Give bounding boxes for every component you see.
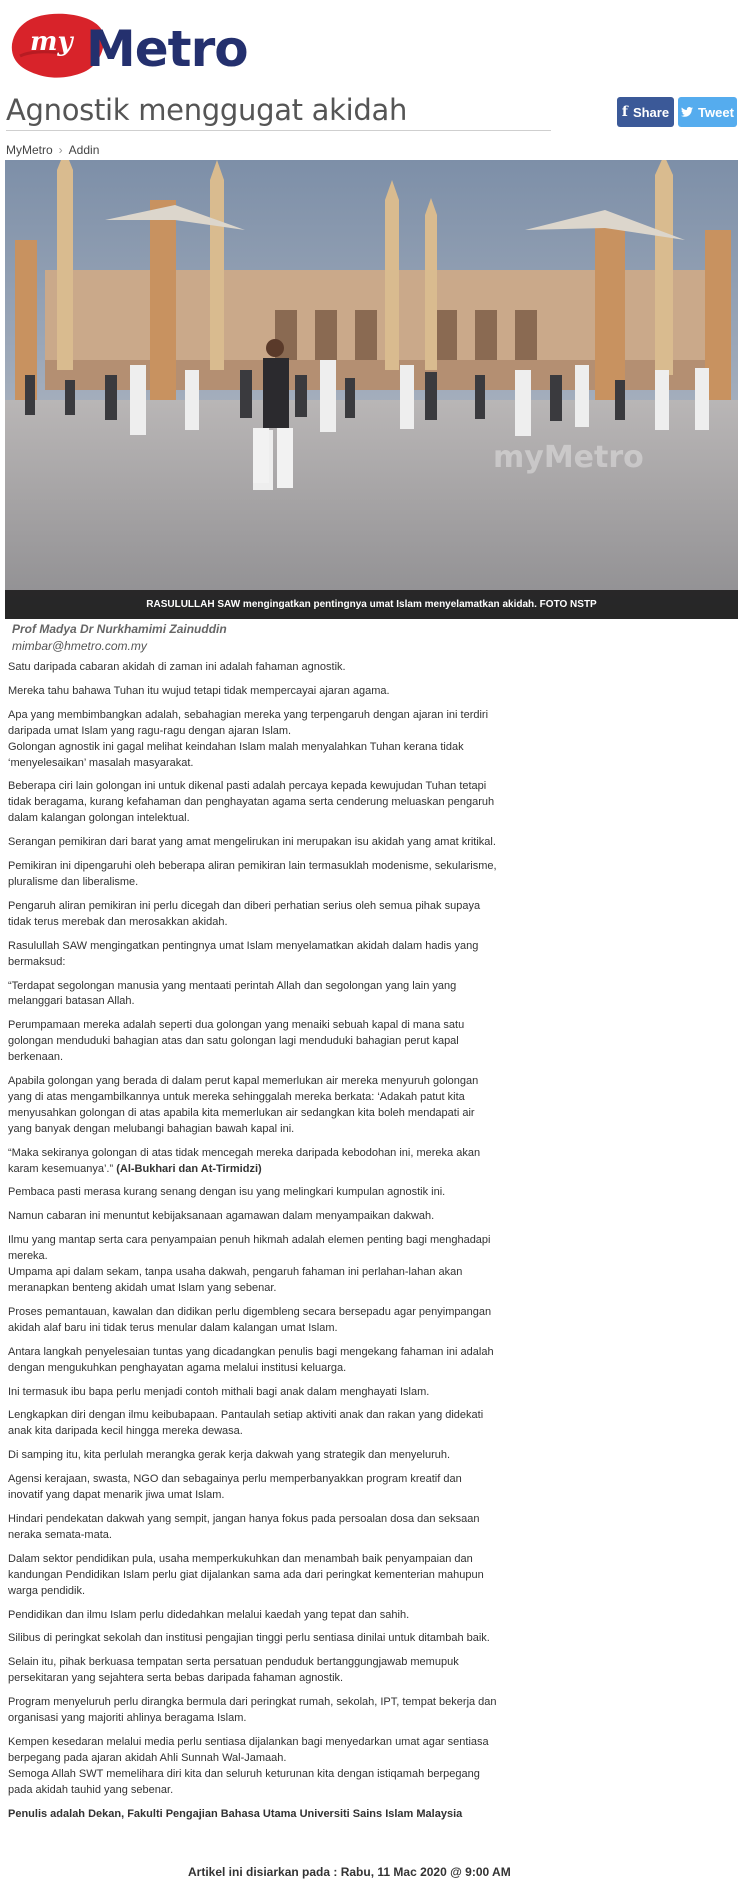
title-divider xyxy=(6,130,551,131)
paragraph: Lengkapkan diri dengan ilmu keibubapaan. Pantaulah setiap aktiviti anak dan rakan yang didekati anak kita daripada kecil hingga mereka dewasa. xyxy=(8,1409,484,1438)
paragraph: Program menyeluruh perlu dirangka bermula dari peringkat rumah, sekolah, IPT, tempat bekerja dan organisasi yang majoriti ahlinya beragama Islam. xyxy=(8,1696,497,1725)
watermark: myMetro xyxy=(493,440,644,475)
paragraph: Hindari pendekatan dakwah yang sempit, jangan hanya fokus pada persoalan dosa dan seksaan neraka semata-mata. xyxy=(8,1512,480,1541)
author-name: Prof Madya Dr Nurkhamimi Zainuddin xyxy=(12,622,227,636)
paragraph: Silibus di peringkat sekolah dan institusi pengajian tinggi perlu sentiasa dinilai untuk ditambah baik. xyxy=(8,1632,490,1645)
paragraph: Namun cabaran ini menuntut kebijaksanaan agamawan dalam menyampaikan dakwah. xyxy=(8,1210,435,1223)
share-label: Share xyxy=(632,104,670,120)
paragraph: Ilmu yang mantap serta cara penyampaian penuh hikmah adalah elemen penting bagi menghadapi mereka. xyxy=(8,1234,491,1263)
chevron-right-icon: › xyxy=(58,143,63,157)
paragraph: Proses pemantauan, kawalan dan didikan perlu digembleng secara bersepadu agar penyimpangan akidah alaf baru ini tidak terus menular dalam kalangan umat Islam. xyxy=(8,1305,492,1334)
paragraph: Antara langkah penyelesaian tuntas yang dicadangkan penulis bagi mengekang fahaman ini adalah dengan mengukuhkan penghayatan agama melalui institusi keluarga. xyxy=(8,1345,494,1374)
logo-my-text: my xyxy=(30,27,73,57)
paragraph: Umpama api dalam sekam, tanpa usaha dakwah, pengaruh fahaman ini perlahan-lahan akan meranapkan benteng akidah umat Islam yang sebenar. xyxy=(8,1266,463,1294)
author-email[interactable]: mimbar@hmetro.com.my xyxy=(12,639,147,653)
paragraph: Dalam sektor pendidikan pula, usaha memperkukuhkan dan menambah baik penyampaian dan kandungan Pendidikan Islam perlu giat dijalankan sama ada dari peringkat kementerian mahupun warga pendidik. xyxy=(8,1552,484,1597)
hadith-reference: (Al-Bukhari dan At-Tirmidzi) xyxy=(116,1162,262,1175)
paragraph: Agensi kerajaan, swasta, NGO dan sebagainya perlu memperbanyakkan program kreatif dan inovatif yang dapat menarik jiwa umat Islam. xyxy=(8,1473,462,1502)
paragraph: Apa yang membimbangkan adalah, sebahagian mereka yang terpengaruh dengan ajaran ini terdiri daripada umat Islam yang ragu-ragu dengan ajaran Islam. xyxy=(8,708,489,737)
logo-metro-text: Metro xyxy=(86,20,248,78)
page-title: Agnostik menggugat akidah xyxy=(6,93,408,127)
twitter-icon xyxy=(681,107,693,117)
author-note: Penulis adalah Dekan, Fakulti Pengajian Bahasa Utama Universiti Sains Islam Malaysia xyxy=(8,1807,463,1820)
publish-date: Artikel ini disiarkan pada : Rabu, 11 Mac 2020 @ 9:00 AM xyxy=(188,1865,511,1879)
paragraph: Pendidikan dan ilmu Islam perlu didedahkan melalui kaedah yang tepat dan sahih. xyxy=(8,1608,410,1621)
facebook-share-button[interactable] xyxy=(617,97,674,127)
hero-caption: RASULULLAH SAW mengingatkan pentingnya umat Islam menyelamatkan akidah. FOTO NSTP xyxy=(5,590,738,619)
paragraph: Serangan pemikiran dari barat yang amat mengelirukan ini merupakan isu akidah yang amat kritikal. xyxy=(8,836,496,849)
paragraph: Kempen kesedaran melalui media perlu sentiasa dijalankan bagi menyedarkan umat agar sentiasa berpegang pada ajaran akidah Ahli Sunnah Wal-Jamaah. xyxy=(8,1735,489,1764)
article-body xyxy=(8,660,498,1822)
breadcrumb xyxy=(6,143,99,157)
paragraph: Perumpamaan mereka adalah seperti dua golongan yang menaiki sebuah kapal di mana satu golongan menduduki bahagian atas dan satu golongan lagi menduduki bahagian perut kapal berkenaan. xyxy=(8,1019,465,1064)
facebook-icon: f xyxy=(621,104,628,120)
breadcrumb-item-addin[interactable]: Addin xyxy=(68,143,100,157)
breadcrumb-item-mymetro[interactable]: MyMetro xyxy=(6,143,53,157)
paragraph: Di samping itu, kita perlulah merangka gerak kerja dakwah yang strategik dan menyeluruh. xyxy=(8,1449,451,1462)
paragraph: Satu daripada cabaran akidah di zaman ini adalah fahaman agnostik. xyxy=(8,661,346,673)
twitter-tweet-button[interactable] xyxy=(678,97,737,127)
hero-image xyxy=(5,160,738,619)
paragraph: Selain itu, pihak berkuasa tempatan serta persatuan penduduk bertanggungjawab memupuk persekitaran yang sejahtera serta bebas daripada fahaman agnostik. xyxy=(8,1656,459,1685)
paragraph xyxy=(8,1146,498,1178)
paragraph: Ini termasuk ibu bapa perlu menjadi contoh mithali bagi anak dalam menghayati Islam. xyxy=(8,1385,430,1398)
paragraph: Pemikiran ini dipengaruhi oleh beberapa aliran pemikiran lain termasuklah modenisme, sekularisme, pluralisme dan liberalisme. xyxy=(8,860,497,888)
paragraph: Pengaruh aliran pemikiran ini perlu dicegah dan diberi perhatian serius oleh semua pihak supaya tidak terus merebak dan merosakkan akidah. xyxy=(8,899,481,928)
tweet-label: Tweet xyxy=(698,104,734,120)
paragraph: Mereka tahu bahawa Tuhan itu wujud tetapi tidak mempercayai ajaran agama. xyxy=(8,684,390,697)
paragraph: Beberapa ciri lain golongan ini untuk dikenal pasti adalah percaya kepada kewujudan Tuhan tetapi tidak beragama, kurang kefahaman dan penghayatan agama serta cenderung meluaskan pengaruh dalam kalangan golongan intelektual. xyxy=(8,780,495,825)
quote-text: “Maka sekiranya golongan di atas tidak mencegah mereka daripada kebodohan ini, mereka akan karam kesemuanya’.” xyxy=(8,1146,481,1175)
paragraph: “Terdapat segolongan manusia yang mentaati perintah Allah dan segolongan yang lain yang melanggari batasan Allah. xyxy=(8,979,457,1008)
paragraph: Pembaca pasti merasa kurang senang dengan isu yang melingkari kumpulan agnostik ini. xyxy=(8,1186,446,1199)
mymetro-logo[interactable] xyxy=(6,6,306,82)
paragraph: Golongan agnostik ini gagal melihat keindahan Islam malah menyalahkan Tuhan kerana tidak ‘menyelesaikan’ masalah masyarakat. xyxy=(8,740,464,769)
paragraph: Apabila golongan yang berada di dalam perut kapal memerlukan air mereka menyuruh golongan yang di atas mengambilkannya untuk mereka sehinggalah mereka berkata: ‘Adakah patut kita menyusahkan golongan di atas apabila kita memerlukan air sedangkan kita boleh mendapati air yang banyak dengan melubangi bahagian bawah kapal ini. xyxy=(8,1075,479,1135)
paragraph: Semoga Allah SWT memelihara diri kita dan seluruh keturunan kita dengan istiqamah berpegang pada akidah tauhid yang sebenar. xyxy=(8,1767,480,1796)
paragraph: Rasulullah SAW mengingatkan pentingnya umat Islam menyelamatkan akidah dalam hadis yang bermaksud: xyxy=(8,939,479,968)
